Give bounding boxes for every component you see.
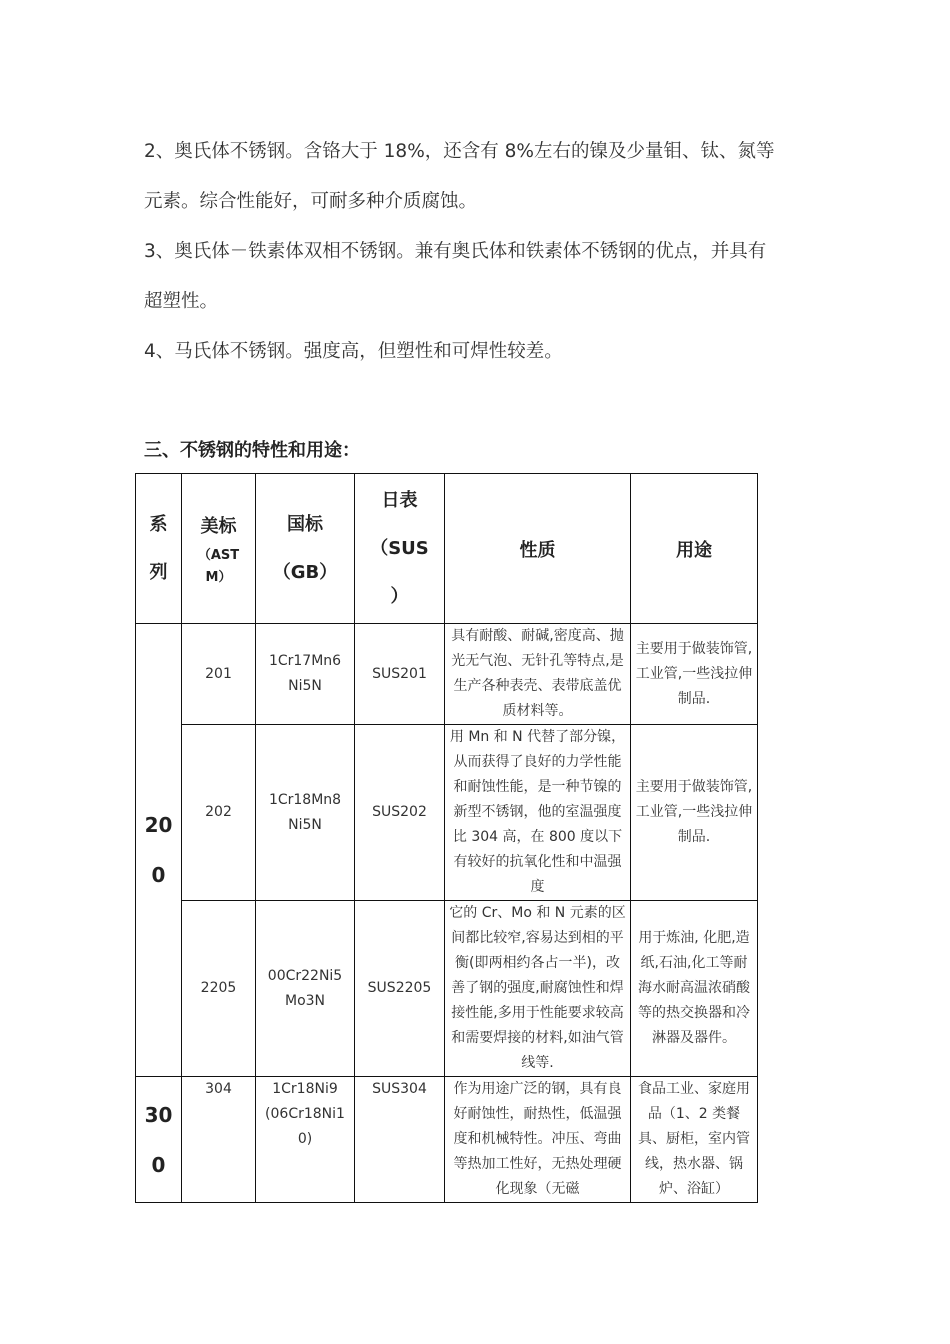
astm-cell: 202 [182,725,256,901]
series-cell-line-1: 30 [144,1102,173,1127]
series-cell-300 [136,1077,182,1203]
header-astm-line-1: 美标 [200,515,237,537]
header-sus [355,474,445,624]
header-sus-line-2: （SUS [370,537,429,559]
table-header-row [136,474,758,624]
gb-cell-line-2: Ni5N [288,816,322,833]
sus-cell: SUS2205 [355,901,445,1077]
property-cell: 作为用途广泛的钢，具有良好耐蚀性，耐热性，低温强度和机械特性。冲压、弯曲等热加工性好，无热处理硬化现象（无磁 [445,1077,631,1203]
header-gb-line-2: （GB） [272,561,338,583]
table-row [136,725,758,901]
usage-cell: 主要用于做装饰管,工业管,一些浅拉伸制品. [631,725,758,901]
usage-cell: 主要用于做装饰管,工业管,一些浅拉伸制品. [631,624,758,725]
header-usage: 用途 [631,474,758,624]
gb-cell-line-1: 1Cr18Ni9 [272,1081,338,1097]
property-cell: 用 Mn 和 N 代替了部分镍，从而获得了良好的力学性能和耐蚀性能，是一种节镍的新型不锈钢，他的室温强度比 304 高，在 800 度以下有较好的抗氧化性和中温强度 [445,725,631,901]
header-property: 性质 [445,474,631,624]
gb-cell [256,725,355,901]
gb-cell-line-2: Ni5N [288,678,322,694]
sus-cell: SUS202 [355,725,445,901]
gb-cell [256,901,355,1077]
series-cell-line-1: 20 [144,813,173,837]
table-row [136,1077,758,1203]
gb-cell-line-1: 1Cr17Mn6 [268,653,342,669]
usage-cell: 食品工业、家庭用品（1、2 类餐具、厨柜，室内管线，热水器、锅炉、浴缸） [631,1077,758,1203]
header-gb [256,474,355,624]
sus-cell: SUS304 [355,1077,445,1203]
series-cell-line-2: 0 [151,863,166,887]
gb-cell-line-1: 00Cr22Ni5 [267,967,343,984]
gb-cell [256,624,355,725]
gb-cell-line-2: Mo3N [284,992,326,1009]
header-series [136,474,182,624]
paragraph-3-line-2: 超塑性。 [144,291,219,312]
gb-cell [256,1077,355,1203]
gb-cell-line-3: 0) [297,1131,313,1147]
table-row [136,901,758,1077]
usage-cell: 用于炼油, 化肥,造纸,石油,化工等耐海水耐高温浓硝酸等的热交换器和冷淋器及器件。 [631,901,758,1077]
paragraph-2-line-1: 2、奥氏体不锈钢。含铬大于 18%，还含有 8%左右的镍及少量钼、钛、氮等 [144,141,775,162]
header-series-line-2: 列 [149,561,168,583]
paragraph-3-line-1: 3、奥氏体－铁素体双相不锈钢。兼有奥氏体和铁素体不锈钢的优点，并具有 [144,241,767,262]
astm-cell: 2205 [182,901,256,1077]
paragraph-2-line-2: 元素。综合性能好，可耐多种介质腐蚀。 [144,191,478,212]
header-series-line-1: 系 [149,513,168,535]
header-gb-line-1: 国标 [287,513,323,535]
header-astm-line-2: （AST [197,547,240,563]
astm-cell: 201 [182,624,256,725]
paragraph-4-line-1: 4、马氏体不锈钢。强度高，但塑性和可焊性较差。 [144,341,563,362]
astm-cell: 304 [182,1077,256,1203]
table-row [136,624,758,725]
series-cell-line-2: 0 [151,1152,166,1177]
header-astm [182,474,256,624]
series-cell-200 [136,624,182,1077]
gb-cell-line-1: 1Cr18Mn8 [268,791,342,808]
stainless-steel-table [135,473,758,1203]
header-sus-line-1: 日表 [381,489,418,511]
sus-cell: SUS201 [355,624,445,725]
property-cell: 它的 Cr、Mo 和 N 元素的区间都比较窄,容易达到相的平衡(即两相约各占一半)，改善了钢的强度,耐腐蚀性和焊接性能,多用于性能要求较高和需要焊接的材料,如油气管线等. [445,901,631,1077]
section-heading: 三、不锈钢的特性和用途： [144,440,360,461]
property-cell: 具有耐酸、耐碱,密度高、抛光无气泡、无针孔等特点,是生产各种表壳、表带底盖优质材料等。 [445,624,631,725]
gb-cell-line-2: (06Cr18Ni1 [265,1106,345,1122]
header-sus-line-3: ） [390,585,409,607]
header-astm-line-3: M） [205,569,232,585]
